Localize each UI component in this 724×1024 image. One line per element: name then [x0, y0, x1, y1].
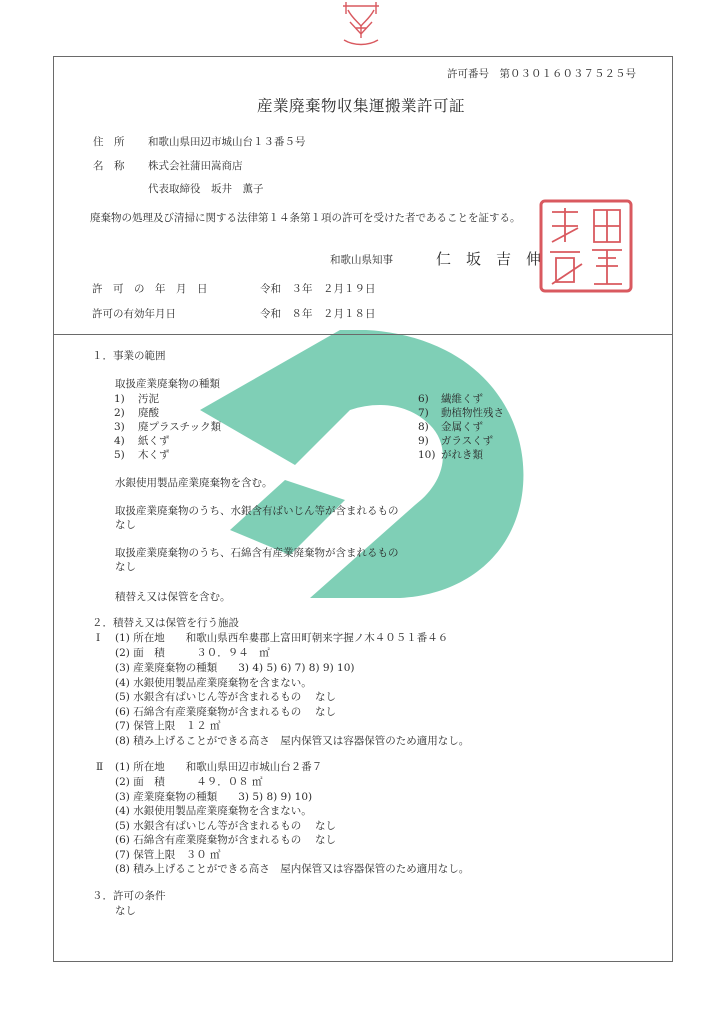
waste-left-3-num: 3)	[114, 421, 125, 433]
facility1-line-2: (2) 面 積 ３０．９４ ㎡	[115, 647, 270, 659]
waste-right-10-num: 10)	[418, 449, 436, 461]
waste-left-3-name: 廃プラスチック類	[138, 421, 222, 433]
asbestos-value: なし	[115, 561, 136, 573]
waste-left-2-num: 2)	[114, 407, 125, 419]
address-value: 和歌山県田辺市城山台１３番５号	[148, 136, 306, 148]
company-name: 株式会社蒲田嵩商店	[148, 160, 243, 172]
waste-types-label: 取扱産業廃棄物の種類	[115, 378, 220, 390]
governor-seal	[538, 198, 634, 294]
facility1-line-3: (3) 産業廃棄物の種類 3) 4) 5) 6) 7) 8) 9) 10)	[115, 662, 355, 674]
facility1-roman: Ⅰ	[96, 632, 101, 644]
facility1-line-5: (5) 水銀含有ばいじん等が含まれるもの なし	[115, 691, 337, 703]
facility1-line-8: (8) 積み上げることができる高さ 屋内保管又は容器保管のため適用なし。	[115, 735, 470, 747]
waste-right-9-num: 9)	[418, 435, 429, 447]
facility2-line-1: (1) 所在地 和歌山県田辺市城山台２番７	[115, 761, 323, 773]
section3-heading: ３．許可の条件	[92, 890, 166, 902]
waste-left-4-num: 4)	[114, 435, 125, 447]
waste-right-9-name: ガラスくず	[441, 435, 494, 447]
waste-right-7-num: 7)	[418, 407, 429, 419]
asbestos-note: 取扱産業廃棄物のうち、石綿含有産業廃棄物が含まれるもの	[115, 547, 399, 559]
expiry-date-label: 許可の有効年月日	[92, 308, 176, 320]
waste-left-5-name: 木くず	[138, 449, 170, 461]
facility2-line-4: (4) 水銀使用製品産業廃棄物を含まない。	[115, 805, 312, 817]
waste-left-1-name: 汚泥	[138, 393, 159, 405]
facility2-line-2: (2) 面 積 ４９．０８ ㎡	[115, 776, 263, 788]
waste-right-10-name: がれき類	[441, 449, 483, 461]
section2-heading: ２．積替え又は保管を行う施設	[92, 617, 239, 629]
top-seal-stamp	[340, 0, 382, 48]
facility2-line-7: (7) 保管上限 ３０ ㎥	[115, 849, 221, 861]
waste-right-6-num: 6)	[418, 393, 429, 405]
mercury-dust-value: なし	[115, 519, 136, 531]
facility2-roman: Ⅱ	[96, 761, 104, 773]
waste-left-5-num: 5)	[114, 449, 125, 461]
waste-left-2-name: 廃酸	[138, 407, 159, 419]
header-divider	[53, 334, 673, 335]
waste-right-6-name: 繊維くず	[441, 393, 483, 405]
issuer-name: 仁 坂 吉 伸	[436, 250, 542, 268]
mercury-dust-note: 取扱産業廃棄物のうち、水銀含有ばいじん等が含まれるもの	[115, 505, 399, 517]
facility1-line-6: (6) 石綿含有産業廃棄物が含まれるもの なし	[115, 706, 337, 718]
waste-right-8-name: 金属くず	[441, 421, 483, 433]
waste-left-4-name: 紙くず	[138, 435, 170, 447]
facility2-line-3: (3) 産業廃棄物の種類 3) 5) 8) 9) 10)	[115, 791, 313, 803]
waste-left-1-num: 1)	[114, 393, 125, 405]
facility1-line-1: (1) 所在地 和歌山県西牟婁郡上富田町朝来字握ノ木４０５１番４６	[115, 632, 449, 644]
section1-heading: １．事業の範囲	[92, 350, 166, 362]
issue-date: 令和 ３年 ２月１９日	[260, 283, 376, 295]
permit-number: 許可番号 第０３０１６０３７５２５号	[447, 68, 636, 80]
transfer-storage-note: 積替え又は保管を含む。	[115, 591, 231, 603]
section3-value: なし	[115, 905, 136, 917]
facility2-line-8: (8) 積み上げることができる高さ 屋内保管又は容器保管のため適用なし。	[115, 863, 470, 875]
facility1-line-7: (7) 保管上限 １２ ㎥	[115, 720, 221, 732]
expiry-date: 令和 ８年 ２月１８日	[260, 308, 376, 320]
certification-statement: 廃棄物の処理及び清掃に関する法律第１４条第１項の許可を受けた者であることを証する。	[90, 212, 521, 224]
mercury-products-note: 水銀使用製品産業廃棄物を含む。	[115, 477, 273, 489]
facility1-line-4: (4) 水銀使用製品産業廃棄物を含まない。	[115, 677, 312, 689]
waste-right-8-num: 8)	[418, 421, 429, 433]
representative: 代表取締役 坂井 薫子	[148, 183, 264, 195]
issuer-title: 和歌山県知事	[330, 254, 393, 266]
waste-right-7-name: 動植物性残さ	[441, 407, 504, 419]
facility2-line-6: (6) 石綿含有産業廃棄物が含まれるもの なし	[115, 834, 337, 846]
issue-date-label: 許 可 の 年 月 日	[92, 283, 208, 295]
facility2-line-5: (5) 水銀含有ばいじん等が含まれるもの なし	[115, 820, 337, 832]
certificate-title: 産業廃棄物収集運搬業許可証	[257, 97, 466, 115]
address-label: 住 所	[93, 136, 125, 148]
name-label: 名 称	[93, 160, 125, 172]
